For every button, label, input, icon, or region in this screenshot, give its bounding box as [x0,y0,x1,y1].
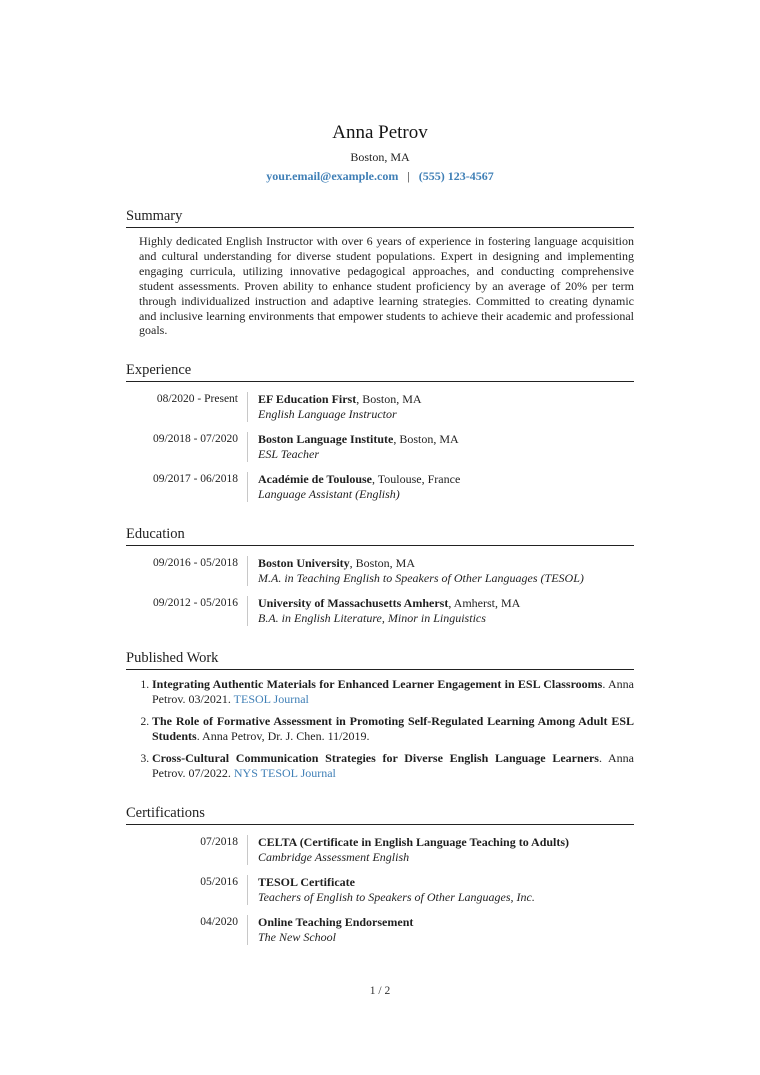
education-entry [126,556,634,586]
entry-date: 08/2020 - Present [156,393,238,406]
publication-title: Integrating Authentic Materials for Enhanced Learner Engagement in ESL Classrooms [152,677,603,692]
entry-date: 04/2020 [200,916,238,929]
experience-entry [126,472,634,502]
entry-place: , Toulouse, France [372,472,461,487]
entry-date: 09/2012 - 05/2016 [153,597,238,610]
entry-role: English Language Instructor [258,407,397,422]
section-title-certifications: Certifications [126,805,634,825]
education-entry [126,596,634,626]
certification-name: CELTA (Certificate in English Language Teaching to Adults) [258,835,570,850]
publication-item [152,751,634,781]
publication-venue-link[interactable]: NYS TESOL Journal [233,766,336,781]
entry-date: 05/2016 [200,876,238,889]
publication-title: The Role of Formative Assessment in Promoting Self-Regulated Learning Among Adult ESL Students [152,714,634,744]
entry-title [258,915,413,930]
resume-content [126,120,634,945]
entry-body [247,835,569,865]
entry-title [258,835,569,850]
entry-date: 09/2016 - 05/2018 [153,557,238,570]
certification-entry [126,875,634,905]
certification-issuer: The New School [258,930,336,945]
publication-list [126,677,634,781]
entry-date: 09/2018 - 07/2020 [153,433,238,446]
publication-details: . Anna Petrov. 07/2022. [152,751,634,781]
experience-entry [126,432,634,462]
entry-body [247,392,422,422]
published-section [126,650,634,781]
publication-details: . Anna Petrov, Dr. J. Chen. 11/2019. [196,729,370,744]
certification-entry [126,915,634,945]
entry-role: ESL Teacher [258,447,320,462]
entry-role: Language Assistant (English) [258,487,400,502]
entry-date: 07/2018 [200,836,238,849]
section-title-experience: Experience [126,362,634,382]
summary-section [126,208,634,338]
contact-separator: | [407,169,410,183]
email-link[interactable]: your.email@example.com [266,169,399,183]
entry-body [247,875,535,905]
contact-line [126,168,634,184]
entry-org: Boston University [258,556,350,571]
entry-org: Boston Language Institute [258,432,394,447]
entry-body [247,596,520,626]
section-title-summary: Summary [126,208,634,228]
section-title-education: Education [126,526,634,546]
page-number: 1 / 2 [369,985,391,997]
resume-header [126,120,634,184]
entry-date: 09/2017 - 06/2018 [153,473,238,486]
entry-place: , Boston, MA [393,432,459,447]
entry-title [258,472,460,487]
experience-section [126,362,634,502]
experience-entry [126,392,634,422]
certification-name: Online Teaching Endorsement [258,915,414,930]
entry-body [247,915,413,945]
certification-entry [126,835,634,865]
entry-title [258,392,422,407]
entry-place: , Amherst, MA [448,596,521,611]
certifications-section [126,805,634,945]
person-location: Boston, MA [350,150,410,164]
publication-venue-link[interactable]: TESOL Journal [233,692,309,707]
entry-org: University of Massachusetts Amherst [258,596,449,611]
certification-name: TESOL Certificate [258,875,355,890]
entry-body [247,556,584,586]
entry-title [258,556,584,571]
publication-item [152,714,634,744]
entry-degree: B.A. in English Literature, Minor in Linguistics [258,611,486,626]
phone-link[interactable]: (555) 123-4567 [418,169,494,183]
entry-degree: M.A. in Teaching English to Speakers of Other Languages (TESOL) [258,571,584,586]
entry-body [247,432,459,462]
entry-title [258,432,459,447]
entry-title [258,596,520,611]
publication-details: . Anna Petrov. 03/2021. [152,677,634,707]
person-name: Anna Petrov [332,122,428,143]
section-title-published: Published Work [126,650,634,670]
publication-item [152,677,634,707]
education-section [126,526,634,626]
entry-body [247,472,460,502]
entry-org: Académie de Toulouse [258,472,373,487]
summary-text: Highly dedicated English Instructor with over 6 years of experience in fostering language acquisition and cultural understanding for diverse student populations. Expert in designing and implementing engaging curricula, utilizing innovative pedagogical approaches, and conducting comprehensive student assessments. Proven ability to enhance student proficiency by an average of 20% per term through individualized instruction and adaptive learning strategies. Committed to creating dynamic and inclusive learning environments that empower students to achieve their academic and professional goals. [139,234,634,338]
entry-title [258,875,535,890]
publication-title: Cross-Cultural Communication Strategies for Diverse English Language Learners [152,751,599,766]
certification-issuer: Cambridge Assessment English [258,850,410,865]
entry-place: , Boston, MA [349,556,416,571]
entry-org: EF Education First [258,392,357,407]
entry-place: , Boston, MA [356,392,422,407]
certification-issuer: Teachers of English to Speakers of Other Languages, Inc. [258,890,535,905]
